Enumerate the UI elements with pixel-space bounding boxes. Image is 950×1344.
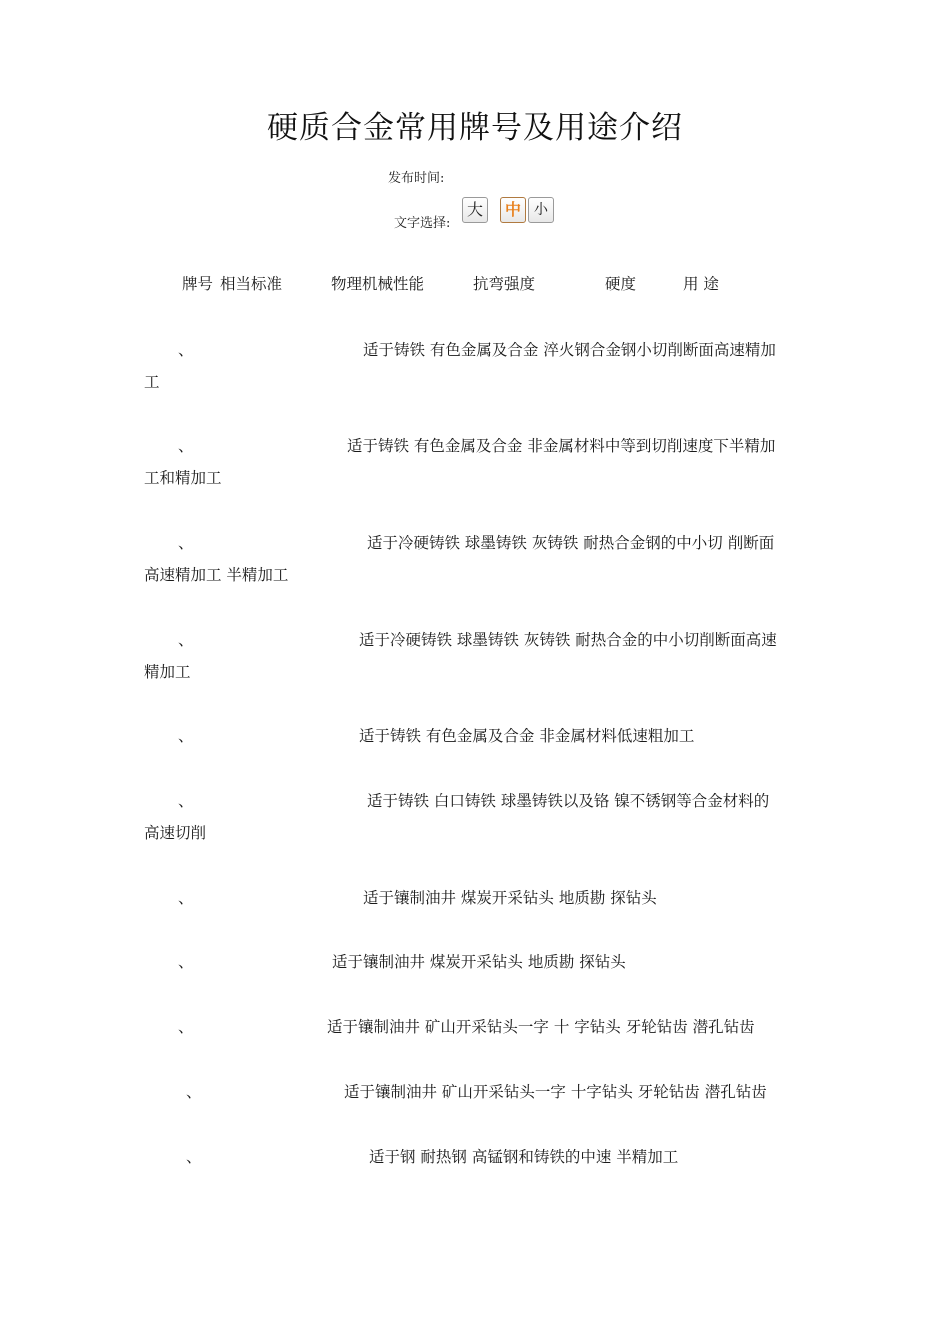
row-mark: 、: [178, 534, 194, 552]
row-usage: 适于铸铁 白口铸铁 球墨铸铁以及铬 镍不锈钢等合金材料的: [367, 792, 770, 810]
row-mark: 、: [178, 631, 194, 649]
page-title: 硬质合金常用牌号及用途介绍: [267, 110, 683, 146]
font-large-icon: 大: [466, 200, 483, 219]
row-mark: 、: [186, 1083, 202, 1101]
row-usage-continued: 精加工: [144, 663, 191, 681]
header-hardness: 硬度: [605, 275, 637, 293]
row-usage-continued: 工和精加工: [144, 469, 222, 487]
row-mark: 、: [178, 889, 194, 907]
row-usage: 适于铸铁 有色金属及合金 淬火钢合金钢小切削断面高速精加: [363, 341, 776, 359]
row-usage-continued: 高速精加工 半精加工: [144, 566, 289, 584]
publish-time-label: 发布时间:: [388, 171, 445, 186]
row-mark: 、: [178, 437, 194, 455]
font-large-button[interactable]: [462, 197, 488, 223]
header-usage: 用 途: [683, 275, 719, 293]
row-mark: 、: [178, 727, 194, 745]
font-small-button[interactable]: [528, 197, 554, 223]
font-medium-button[interactable]: [500, 197, 526, 223]
row-mark: 、: [178, 341, 194, 359]
font-select-label: 文字选择:: [394, 216, 451, 231]
font-size-selector: [462, 197, 554, 223]
row-usage: 适于冷硬铸铁 球墨铸铁 灰铸铁 耐热合金的中小切削断面高速: [359, 631, 777, 649]
row-usage: 适于镶制油井 矿山开采钻头一字 十 字钻头 牙轮钻齿 潜孔钻齿: [327, 1018, 755, 1036]
row-usage: 适于镶制油井 矿山开采钻头一字 十字钻头 牙轮钻齿 潜孔钻齿: [344, 1083, 767, 1101]
header-standard: 相当标准: [220, 275, 283, 293]
row-usage: 适于铸铁 有色金属及合金 非金属材料中等到切削速度下半精加: [347, 437, 776, 455]
font-medium-icon: 中: [504, 200, 521, 219]
row-mark: 、: [178, 792, 194, 810]
row-usage-continued: 高速切削: [144, 824, 207, 842]
row-usage-continued: 工: [144, 373, 160, 391]
header-grade: 牌号: [182, 275, 214, 293]
header-properties: 物理机械性能: [331, 275, 425, 293]
row-usage: 适于镶制油井 煤炭开采钻头 地质勘 探钻头: [332, 953, 626, 971]
header-bending-strength: 抗弯强度: [473, 275, 536, 293]
row-usage: 适于镶制油井 煤炭开采钻头 地质勘 探钻头: [363, 889, 657, 907]
row-mark: 、: [178, 953, 194, 971]
row-usage: 适于钢 耐热钢 高锰钢和铸铁的中速 半精加工: [369, 1148, 679, 1166]
row-usage: 适于冷硬铸铁 球墨铸铁 灰铸铁 耐热合金钢的中小切 削断面: [367, 534, 775, 552]
row-usage: 适于铸铁 有色金属及合金 非金属材料低速粗加工: [359, 727, 695, 745]
row-mark: 、: [178, 1018, 194, 1036]
row-mark: 、: [186, 1148, 202, 1166]
font-small-icon: 小: [534, 202, 548, 218]
